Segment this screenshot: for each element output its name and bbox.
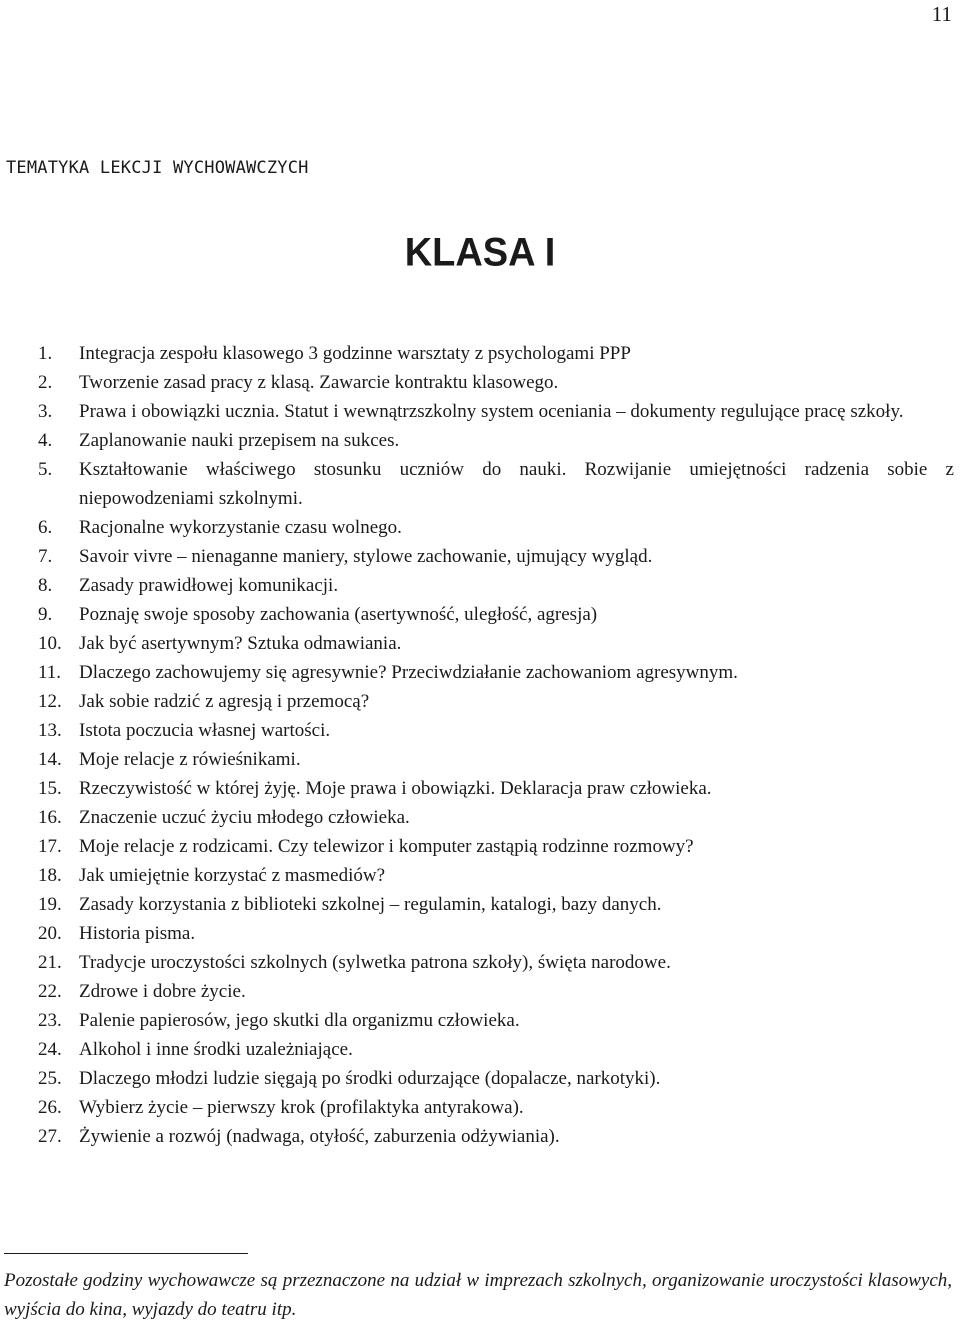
topic-item xyxy=(0,1093,960,1122)
topic-item xyxy=(0,977,960,1006)
topic-text: Tradycje uroczystości szkolnych (sylwetka patrona szkoły), święta narodowe. xyxy=(79,952,671,973)
topic-text: Moje relacje z rodzicami. Czy telewizor i komputer zastąpią rodzinne rozmowy? xyxy=(79,836,694,857)
topic-item xyxy=(0,658,960,687)
topic-number: 18. xyxy=(38,865,62,886)
topic-item xyxy=(0,716,960,745)
section-title: TEMATYKA LEKCJI WYCHOWAWCZYCH xyxy=(6,158,309,178)
topic-text: Savoir vivre – nienaganne maniery, stylowe zachowanie, ujmujący wygląd. xyxy=(79,546,653,567)
topic-number: 1. xyxy=(38,343,53,364)
topic-text: Palenie papierosów, jego skutki dla organizmu człowieka. xyxy=(79,1010,520,1031)
topic-number: 2. xyxy=(38,372,53,393)
footnote-divider xyxy=(4,1253,248,1254)
topic-item xyxy=(0,948,960,977)
topic-item xyxy=(0,542,960,571)
topic-text: Moje relacje z rówieśnikami. xyxy=(79,749,301,770)
topic-number: 15. xyxy=(38,778,62,799)
topic-number: 5. xyxy=(38,459,53,480)
topic-item xyxy=(0,397,960,426)
topic-text: Prawa i obowiązki ucznia. Statut i wewnątrzszkolny system oceniania – dokumenty regulujące pracę szkoły. xyxy=(79,401,904,422)
topic-item xyxy=(0,571,960,600)
footer-note: Pozostałe godziny wychowawcze są przeznaczone na udział w imprezach szkolnych, organizowanie uroczystości klasowych, wyjścia do kina, wyjazdy do teatru itp. xyxy=(4,1270,952,1320)
topic-text: Racjonalne wykorzystanie czasu wolnego. xyxy=(79,517,402,538)
topic-number: 25. xyxy=(38,1068,62,1089)
topic-item xyxy=(0,339,960,368)
topic-number: 23. xyxy=(38,1010,62,1031)
topic-number: 12. xyxy=(38,691,62,712)
topic-item xyxy=(0,774,960,803)
topic-text: Zaplanowanie nauki przepisem na sukces. xyxy=(79,430,400,451)
topic-text: Zdrowe i dobre życie. xyxy=(79,981,246,1002)
topic-number: 13. xyxy=(38,720,62,741)
topic-number: 6. xyxy=(38,517,53,538)
topic-text: Jak umiejętnie korzystać z masmediów? xyxy=(79,865,386,886)
topic-number: 8. xyxy=(38,575,53,596)
topic-number: 10. xyxy=(38,633,62,654)
topic-item xyxy=(0,513,960,542)
topic-item xyxy=(0,832,960,861)
topic-text: Znaczenie uczuć życiu młodego człowieka. xyxy=(79,807,410,828)
topic-number: 26. xyxy=(38,1097,62,1118)
topic-text: Alkohol i inne środki uzależniające. xyxy=(79,1039,353,1060)
topic-number: 19. xyxy=(38,894,62,915)
topic-item xyxy=(0,600,960,629)
class-heading: KLASA I xyxy=(404,230,556,276)
topic-number: 24. xyxy=(38,1039,62,1060)
topic-number: 20. xyxy=(38,923,62,944)
topic-text: Poznaję swoje sposoby zachowania (asertywność, uległość, agresja) xyxy=(79,604,598,625)
topic-text: Zasady korzystania z biblioteki szkolnej – regulamin, katalogi, bazy danych. xyxy=(79,894,662,915)
topic-text: Jak sobie radzić z agresją i przemocą? xyxy=(79,691,370,712)
topic-item xyxy=(0,1064,960,1093)
topic-text: Integracja zespołu klasowego 3 godzinne warsztaty z psychologami PPP xyxy=(79,343,631,364)
topic-item xyxy=(0,890,960,919)
topic-item xyxy=(0,368,960,397)
topic-item xyxy=(0,687,960,716)
topic-number: 4. xyxy=(38,430,53,451)
topic-item xyxy=(0,803,960,832)
topic-item xyxy=(0,861,960,890)
topic-item xyxy=(0,745,960,774)
topic-item xyxy=(0,629,960,658)
topic-number: 27. xyxy=(38,1126,62,1147)
topic-text: Zasady prawidłowej komunikacji. xyxy=(79,575,339,596)
topic-text: Tworzenie zasad pracy z klasą. Zawarcie kontraktu klasowego. xyxy=(79,372,559,393)
topic-item xyxy=(0,1035,960,1064)
topic-number: 14. xyxy=(38,749,62,770)
topic-item xyxy=(0,1006,960,1035)
topic-number: 3. xyxy=(38,401,53,422)
topic-text: Wybierz życie – pierwszy krok (profilaktyka antyrakowa). xyxy=(79,1097,524,1118)
topic-number: 16. xyxy=(38,807,62,828)
topic-item xyxy=(0,919,960,948)
topic-item xyxy=(0,426,960,455)
topic-item xyxy=(0,455,960,513)
topic-text: Istota poczucia własnej wartości. xyxy=(79,720,331,741)
topic-text: Dlaczego zachowujemy się agresywnie? Przeciwdziałanie zachowaniom agresywnym. xyxy=(79,662,738,683)
topic-text: Jak być asertywnym? Sztuka odmawiania. xyxy=(79,633,402,654)
topic-text: Dlaczego młodzi ludzie sięgają po środki odurzające (dopalacze, narkotyki). xyxy=(79,1068,661,1089)
topic-text: Żywienie a rozwój (nadwaga, otyłość, zaburzenia odżywiania). xyxy=(79,1126,560,1147)
topic-text: Kształtowanie właściwego stosunku uczniów do nauki. Rozwijanie umiejętności radzenia sobie z niepowodzeniami szkolnymi. xyxy=(79,459,954,509)
topic-text: Historia pisma. xyxy=(79,923,196,944)
topic-text: Rzeczywistość w której żyję. Moje prawa i obowiązki. Deklaracja praw człowieka. xyxy=(79,778,712,799)
topic-number: 9. xyxy=(38,604,53,625)
page-number: 11 xyxy=(931,2,952,26)
topic-number: 17. xyxy=(38,836,62,857)
topic-number: 21. xyxy=(38,952,62,973)
topic-number: 7. xyxy=(38,546,53,567)
topic-number: 22. xyxy=(38,981,62,1002)
topic-item xyxy=(0,1122,960,1151)
topic-list xyxy=(0,339,960,1151)
topic-number: 11. xyxy=(38,662,62,683)
